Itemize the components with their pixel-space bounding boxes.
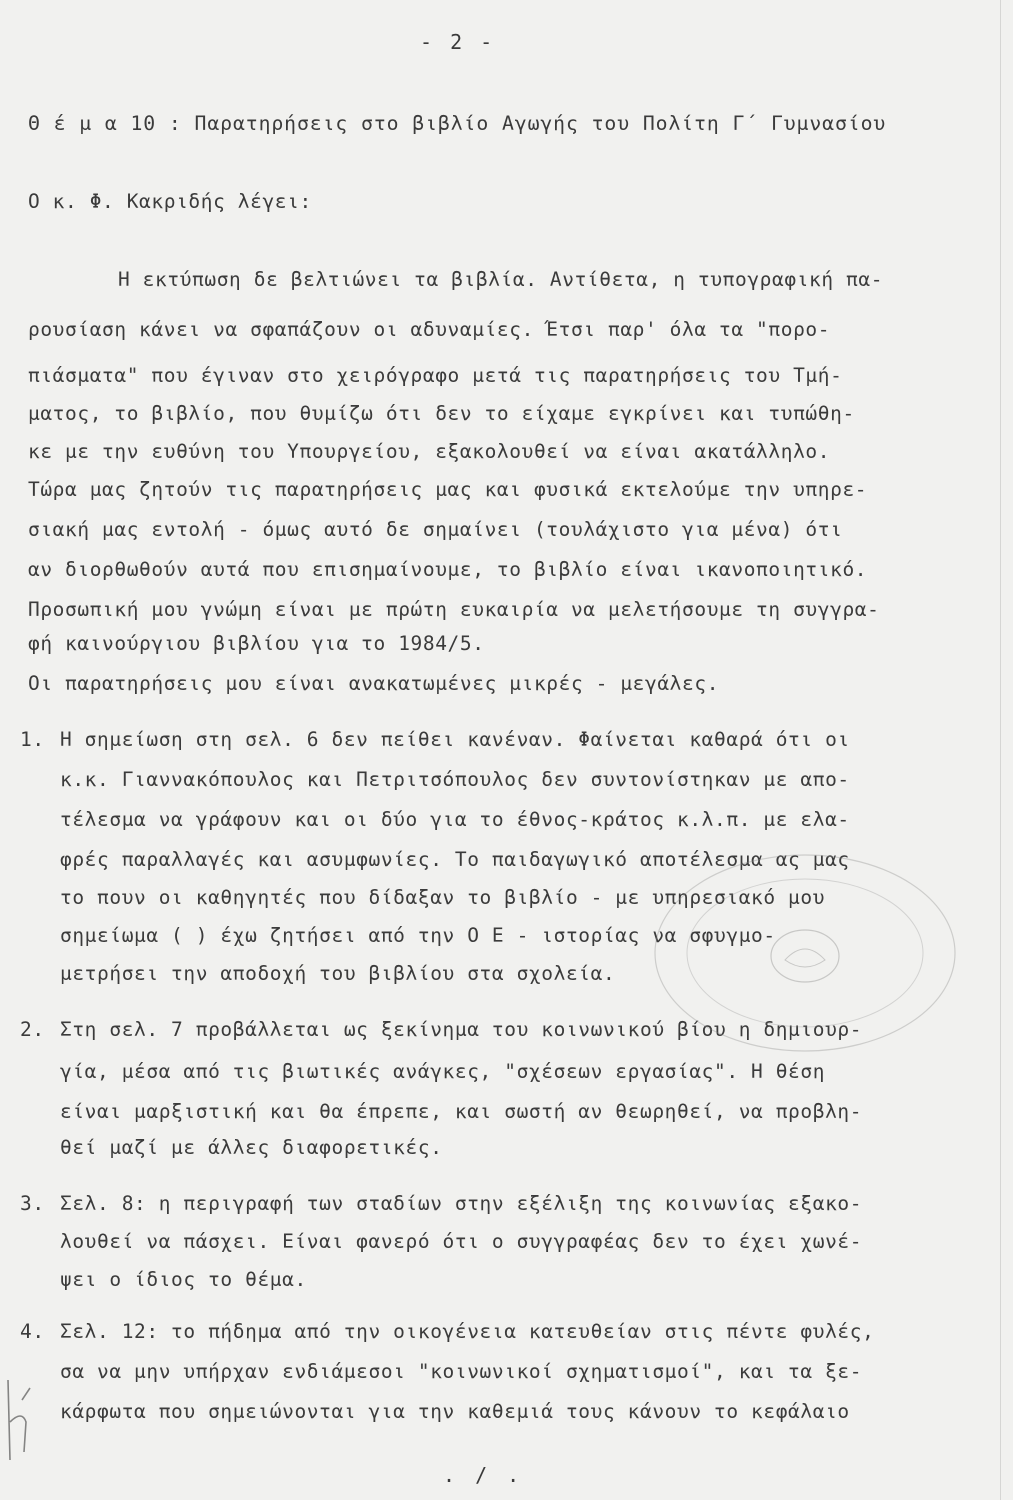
item-number: 3. (20, 1192, 45, 1215)
text-line: ρουσίαση κάνει να σφαπάζουν οι αδυναμίες. Έτσι παρ' όλα τα "πορο- (28, 318, 831, 341)
text-line: ματος, το βιβλίο, που θυμίζω ότι δεν το είχαμε εγκρίνει και τυπώθη- (28, 402, 855, 425)
text-line: λουθεί να πάσχει. Είναι φανερό ότι ο συγγραφέας δεν το έχει χωνέ- (60, 1230, 863, 1253)
text-line: κε με την ευθύνη του Υπουργείου, εξακολουθεί να είναι ακατάλληλο. (28, 440, 831, 463)
text-line: Σελ. 12: το πήδημα από την οικογένεια κατευθείαν στις πέντε φυλές, (60, 1320, 875, 1343)
text-line: Η εκτύπωση δε βελτιώνει τα βιβλία. Αντίθετα, η τυπογραφική πα- (118, 268, 884, 291)
page-edge-shadow (1000, 0, 1001, 1500)
text-line: σα να μην υπήρχαν ενδιάμεσοι "κοινωνικοί σχηματισμοί", και τα ξε- (60, 1360, 863, 1383)
text-line: Η σημείωση στη σελ. 6 δεν πείθει κανέναν. Φαίνεται καθαρά ότι οι (60, 728, 850, 751)
text-line: Τώρα μας ζητούν τις παρατηρήσεις μας και φυσικά εκτελούμε την υπηρε- (28, 478, 868, 501)
text-line: φρές παραλλαγές και ασυμφωνίες. Το παιδαγωγικό αποτέλεσμα ας μας (60, 848, 850, 871)
margin-signature-mark (0, 1360, 40, 1470)
topic-heading: Θ έ μ α 10 : Παρατηρήσεις στο βιβλίο Αγωγής του Πολίτη Γ΄ Γυμνασίου (28, 112, 887, 135)
item-number: 1. (20, 728, 45, 751)
item-number: 2. (20, 1018, 45, 1041)
text-line: πιάσματα" που έγιναν στο χειρόγραφο μετά τις παρατηρήσεις του Τμή- (28, 364, 843, 387)
text-line: τέλεσμα να γράφουν και οι δύο για το έθνος-κράτος κ.λ.π. με ελα- (60, 808, 850, 831)
text-line: σημείωμα ( ) έχω ζητήσει από την Ο Ε - ιστορίας να σφυγμο- (60, 924, 776, 947)
text-line: κάρφωτα που σημειώνονται για την καθεμιά τους κάνουν το κεφάλαιο (60, 1400, 850, 1423)
text-line: κ.κ. Γιαννακόπουλος και Πετριτσόπουλος δεν συντονίστηκαν με απο- (60, 768, 850, 791)
text-line: Οι παρατηρήσεις μου είναι ανακατωμένες μικρές - μεγάλες. (28, 672, 720, 695)
continuation-mark: . / . (443, 1463, 524, 1487)
text-line: το πουν οι καθηγητές που δίδαξαν το βιβλίο - με υπηρεσιακό μου (60, 886, 826, 909)
text-line: Προσωπική μου γνώμη είναι με πρώτη ευκαιρία να μελετήσουμε τη συγγρα- (28, 598, 880, 621)
text-line: ψει ο ίδιος το θέμα. (60, 1268, 307, 1291)
text-line: γία, μέσα από τις βιωτικές ανάγκες, "σχέσεων εργασίας". Η θέση (60, 1060, 826, 1083)
page-number: - 2 - (420, 30, 496, 54)
text-line: μετρήσει την αποδοχή του βιβλίου στα σχολεία. (60, 962, 616, 985)
text-line: Σελ. 8: η περιγραφή των σταδίων στην εξέλιξη της κοινωνίας εξακο- (60, 1192, 863, 1215)
seal-stamp-icon (645, 848, 965, 1058)
text-line: σιακή μας εντολή - όμως αυτό δε σημαίνει (τουλάχιστο για μένα) ότι (28, 518, 843, 541)
text-line: θεί μαζί με άλλες διαφορετικές. (60, 1136, 443, 1159)
speaker-line: Ο κ. Φ. Κακριδής λέγει: (28, 190, 312, 213)
item-number: 4. (20, 1320, 45, 1343)
text-line: είναι μαρξιστική και θα έπρεπε, και σωστή αν θεωρηθεί, να προβλη- (60, 1100, 863, 1123)
text-line: αν διορθωθούν αυτά που επισημαίνουμε, το βιβλίο είναι ικανοποιητικό. (28, 558, 868, 581)
text-line: φή καινούργιου βιβλίου για το 1984/5. (28, 632, 485, 655)
text-line: Στη σελ. 7 προβάλλεται ως ξεκίνημα του κοινωνικού βίου η δημιουρ- (60, 1018, 863, 1041)
